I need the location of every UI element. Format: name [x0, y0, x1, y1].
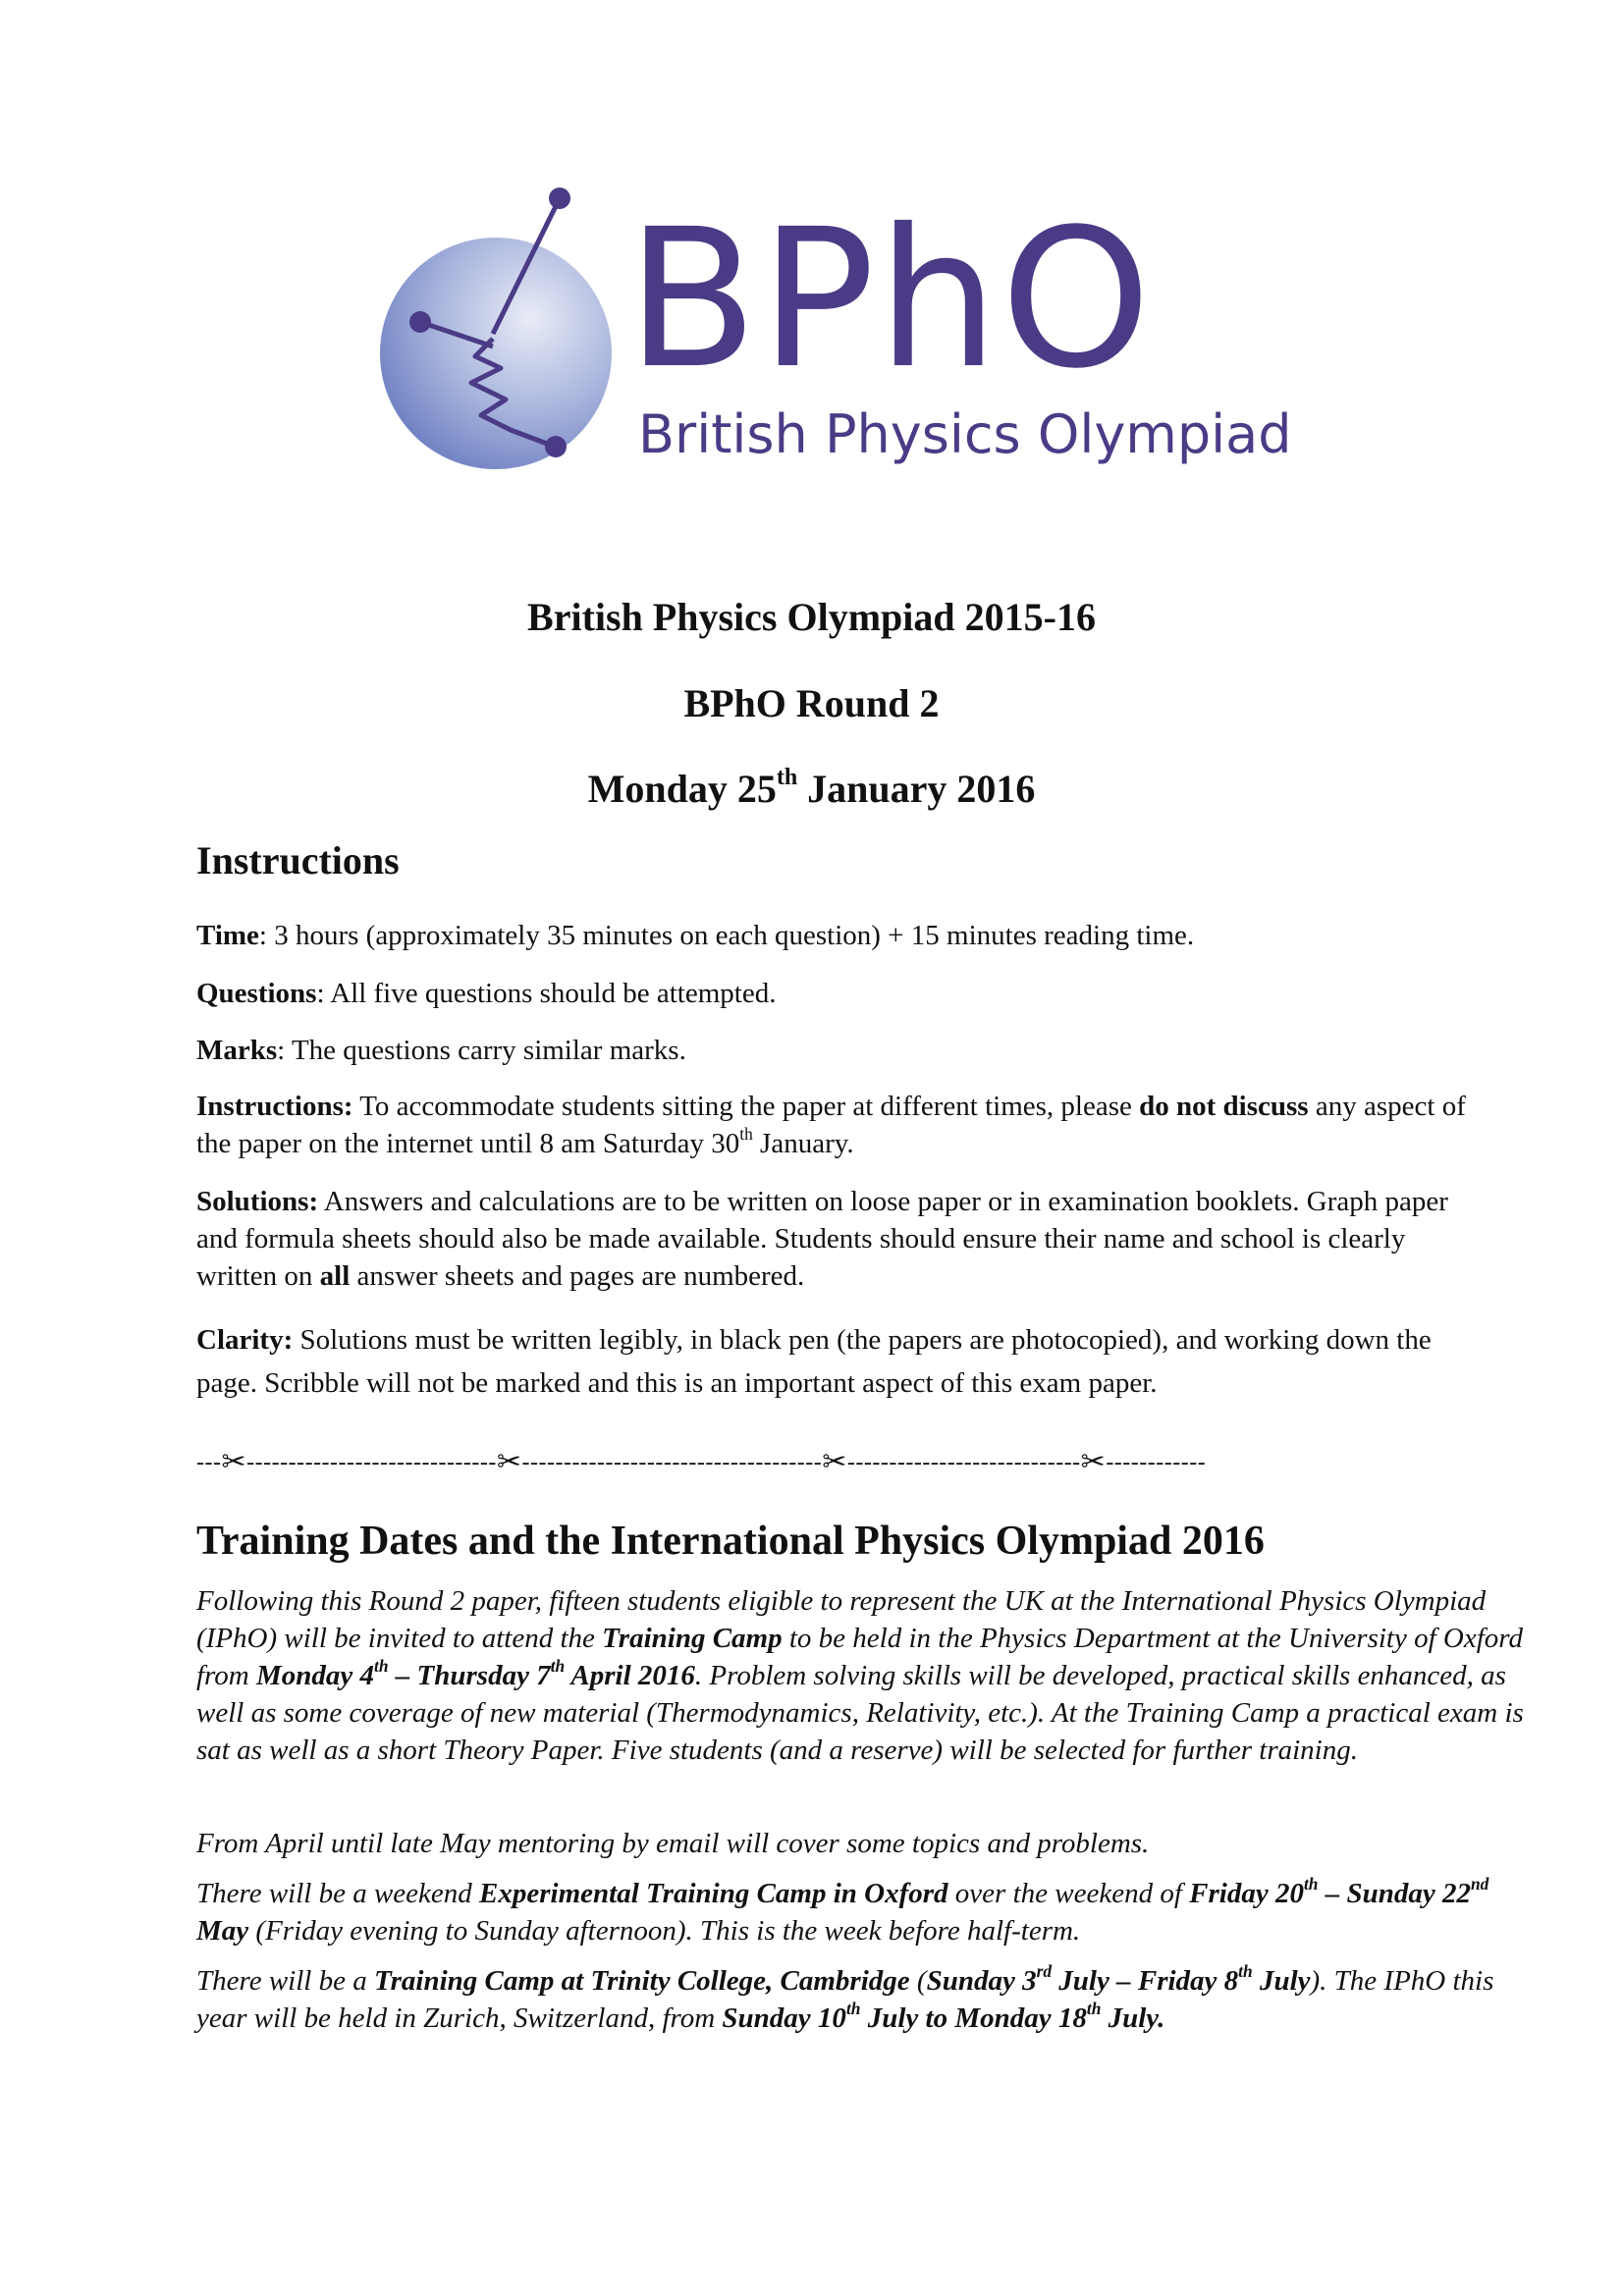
scissors-icon: ✂	[1080, 1446, 1107, 1472]
instructions-paragraph: Instructions: To accommodate students sitting the paper at different times, please do not discuss any aspect of the paper on the internet until 8 am Saturday 30th January.	[196, 1091, 1466, 1159]
scissors-icon: ✂	[496, 1446, 522, 1472]
scissors-icon: ✂	[822, 1446, 847, 1472]
training-paragraph-3: There will be a weekend Experimental Training Camp in Oxford over the weekend of Friday 20th – Sunday 22nd May (Friday evening to Sunday afternoon). This is the week before half-term.	[196, 1873, 1489, 1947]
pendulum-sphere-icon	[373, 182, 628, 486]
exam-date: Monday 25th January 2016	[587, 765, 1036, 811]
bpho-logo	[373, 182, 1345, 486]
time-line: Time: 3 hours (approximately 35 minutes on each question) + 15 minutes reading time.	[196, 920, 1195, 951]
training-paragraph-4: There will be a Training Camp at Trinity College, Cambridge (Sunday 3rd July – Friday 8th July). The IPhO this year will be held in Zurich, Switzerland, from Sunday 10th July to Monday 18th July.	[196, 1960, 1494, 2034]
training-paragraph-1: Following this Round 2 paper, fifteen students eligible to represent the UK at the International Physics Olympiad (IPhO) will be invited to attend the Training Camp to be held in the Physics Department at the University of Oxford from Monday 4th – Thursday 7th April 2016. Problem solving skills will be developed, practical skills enhanced, as well as some coverage of new material (Thermodynamics, Relativity, etc.). At the Training Camp a practical exam is sat as well as a short Theory Paper. Five students (and a reserve) will be selected for further training.	[196, 1585, 1524, 1766]
marks-line: Marks: The questions carry similar marks.	[196, 1035, 686, 1066]
logo-subtitle: British Physics Olympiad	[638, 403, 1292, 465]
training-heading: Training Dates and the International Physics Olympiad 2016	[196, 1519, 1265, 1564]
solutions-paragraph: Solutions: Answers and calculations are to be written on loose paper or in examination booklets. Graph paper and formula sheets should also be made available. Students should ensure their name and school is clearly written on all answer sheets and pages are numbered.	[196, 1186, 1448, 1292]
page-title: British Physics Olympiad 2015-16	[527, 595, 1096, 639]
round-title: BPhO Round 2	[683, 681, 940, 725]
instructions-heading: Instructions	[196, 838, 400, 882]
questions-line: Questions: All five questions should be attempted.	[196, 978, 777, 1009]
training-paragraph-2: From April until late May mentoring by email will cover some topics and problems.	[196, 1828, 1150, 1859]
clarity-paragraph: Clarity: Solutions must be written legibly, in black pen (the papers are photocopied), and working down the page. Scribble will not be marked and this is an important aspect of this exam paper.	[196, 1324, 1432, 1399]
scissors-icon: ✂	[221, 1446, 247, 1472]
cut-line: ---✂------------------------------✂------------------------------------✂----------------------------✂------------	[196, 1443, 1473, 1472]
logo-brand-text: BPhO	[626, 187, 1154, 410]
